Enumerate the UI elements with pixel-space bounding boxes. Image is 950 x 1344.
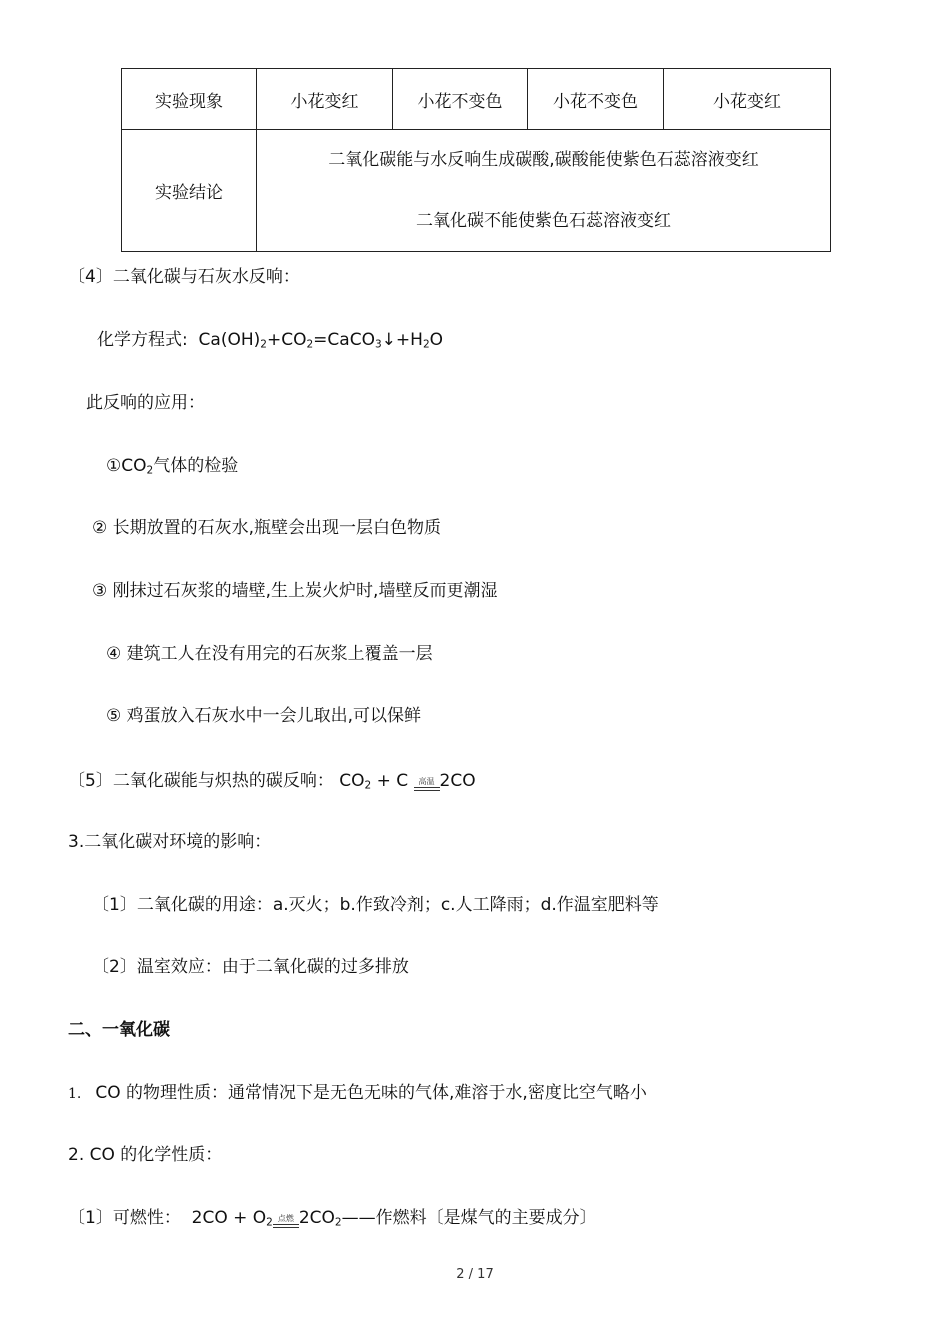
equation: $Ca(OH)_2+CO_2=CaCO_3↓+H_2O$ <box>198 330 444 351</box>
phenomenon-label: 实验现象 <box>122 69 257 130</box>
list-item: $①CO_2$气体的检验 <box>106 456 239 477</box>
table-row-phenomenon <box>122 69 831 130</box>
experiment-table <box>121 68 831 252</box>
list-item: ② 长期放置的石灰水,瓶壁会出现一层白色物质 <box>92 518 442 538</box>
phenomenon-cell: 小花不变色 <box>528 69 664 130</box>
list-item: ⑤ 鸡蛋放入石灰水中一会儿取出,可以保鲜 <box>106 706 422 726</box>
conclusion-line: 二氧化碳不能使紫色石蕊溶液变红 <box>416 210 671 231</box>
reaction-condition: 点燃 <box>273 1216 299 1228</box>
list-item: ④ 建筑工人在没有用完的石灰浆上覆盖一层 <box>106 644 433 664</box>
environment-heading: 3.二氧化碳对环境的影响： <box>68 832 272 852</box>
conclusion-cell <box>257 130 831 252</box>
section5-line: 〔5〕二氧化碳能与炽热的碳反响： $CO_2 + C$ 高温 2CO <box>68 771 476 792</box>
co-heading: 二、一氧化碳 <box>68 1020 170 1040</box>
phenomenon-cell: 小花变红 <box>257 69 393 130</box>
table-row-conclusion <box>122 130 831 252</box>
environment-item: 〔2〕温室效应：由于二氧化碳的过多排放 <box>92 957 409 977</box>
phenomenon-cell: 小花变红 <box>664 69 831 130</box>
conclusion-line: 二氧化碳能与水反响生成碳酸,碳酸能使紫色石蕊溶液变红 <box>328 150 759 171</box>
equation-line <box>97 330 443 351</box>
environment-item: 〔1〕二氧化碳的用途：a.灭火；b.作致冷剂；c.人工降雨；d.作温室肥料等 <box>92 895 659 915</box>
co-combustion-line: 〔1〕可燃性： $2CO + O_2$ 点燃 $2CO_2——$作燃料〔是煤气的主要成分〕 <box>68 1208 597 1229</box>
section4-heading: 〔4〕二氧化碳与石灰水反响： <box>68 267 300 287</box>
equation-label: 化学方程式: <box>97 330 188 350</box>
co-physical-properties: 1. CO 的物理性质：通常情况下是无色无味的气体,难溶于水,密度比空气略小 <box>68 1083 647 1103</box>
application-heading: 此反响的应用： <box>86 393 205 413</box>
conclusion-label: 实验结论 <box>122 130 257 252</box>
co-chemical-properties: 2. CO 的化学性质： <box>68 1145 223 1165</box>
phenomenon-cell: 小花不变色 <box>393 69 528 130</box>
list-item: ③ 刚抹过石灰浆的墙壁,生上炭火炉时,墙壁反而更潮湿 <box>92 581 498 601</box>
reaction-condition: 高温 <box>414 779 440 791</box>
page-number: 2 / 17 <box>456 1267 494 1282</box>
